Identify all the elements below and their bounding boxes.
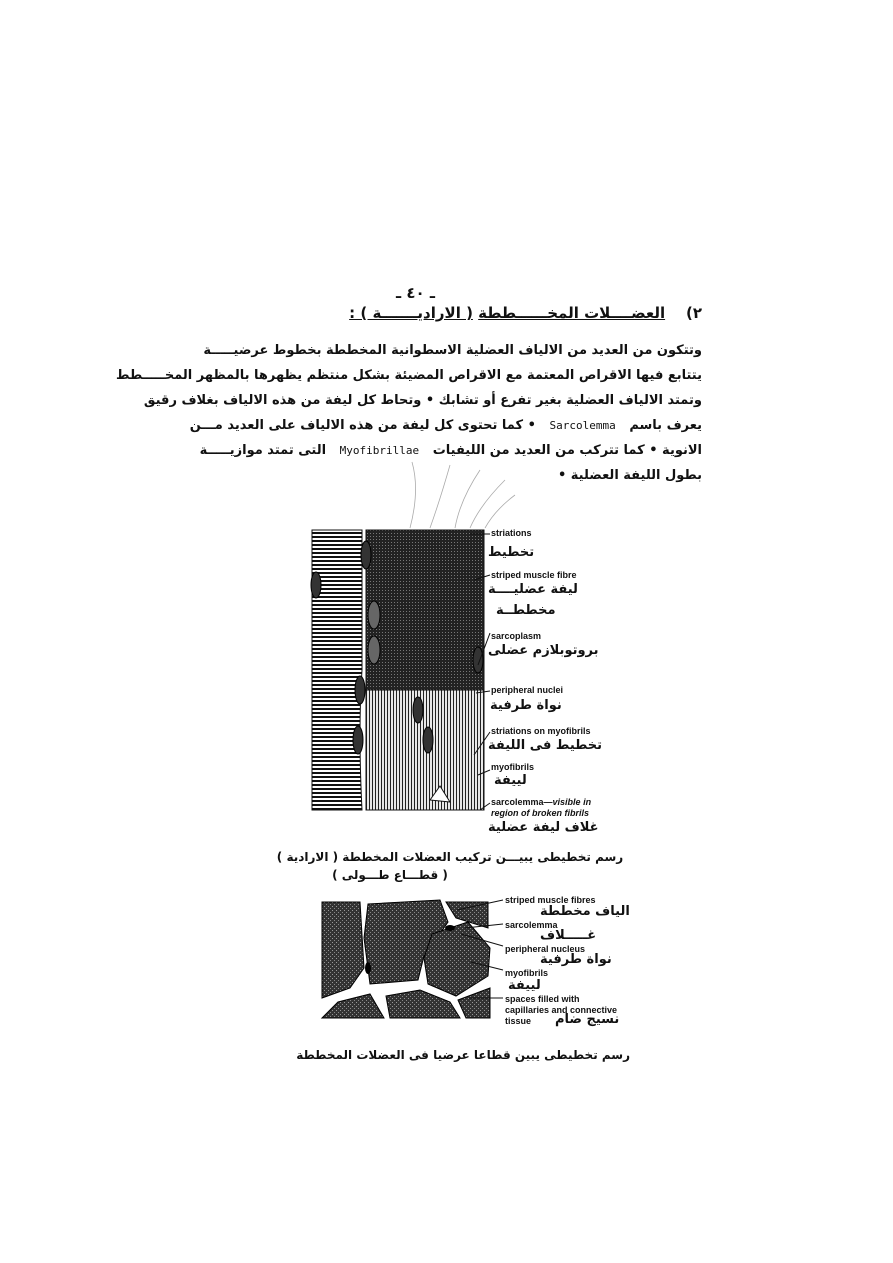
label-sarcolemma <box>491 797 591 807</box>
term-sarcolemma: Sarcolemma <box>549 419 616 432</box>
section-number: ٢) <box>685 304 702 322</box>
fibril-wisps <box>400 460 520 530</box>
label-sarcoplasm: sarcoplasm <box>491 631 542 641</box>
label-myofibrils-ar: لييفة <box>494 773 527 788</box>
label-sarcoplasm-ar: بروتوبلازم عضلى <box>488 643 599 658</box>
label-sarcolemma-text: sarcolemma— <box>491 797 553 807</box>
page-number: ـ ٤٠ ـ <box>396 284 436 302</box>
label-striations-on-myofibrils-ar: تخطيط فى الليفة <box>488 738 603 753</box>
label-striped-muscle-fibres-ar: الياف مخططة <box>540 904 630 919</box>
section-subtitle: ( الاراديـــــــة ) : <box>349 304 473 322</box>
label-striations-on-myofibrils: striations on myofibrils <box>491 726 591 736</box>
label-broken-fibrils-text: region of broken fibrils <box>491 808 590 818</box>
paragraph-text: التى تمتد موازيـــــة <box>199 443 327 458</box>
label-peripheral-nuclei-ar: نواة طرفية <box>490 698 562 713</box>
paragraph-text: الانوية • كما تتركب من العديد من الليفيات <box>432 443 702 458</box>
label-myofibrils: myofibrils <box>491 762 535 772</box>
figure1-leader-lines <box>470 525 492 815</box>
label-striations: striations <box>491 528 532 538</box>
label-sarcolemma-ar: غلاف ليفة عضلية <box>488 820 599 835</box>
label-spaces-3: tissue <box>505 1016 532 1026</box>
label-striped-muscle-fibres: striped muscle fibres <box>505 895 596 905</box>
label-striped-fibre-ar2: مخططــة <box>496 603 556 618</box>
label-sarcolemma-2-ar: غـــــلاف <box>540 928 597 943</box>
label-sarcolemma-note: visible in <box>552 797 592 807</box>
label-myofibrils-2: myofibrils <box>505 968 549 978</box>
paragraph-line: يتتابع فيها الاقراص المعتمة مع الاقراص المضيئة بشكل منتظم يظهرها بالمظهر المخـــــطط <box>116 368 702 383</box>
label-broken-fibrils <box>491 808 589 818</box>
label-spaces-2: capillaries and connective <box>505 1005 618 1015</box>
label-peripheral-nucleus-ar: نواة طرفية <box>540 952 612 967</box>
label-peripheral-nucleus: peripheral nucleus <box>505 944 586 954</box>
label-striations-ar: تخطيط <box>488 545 535 560</box>
figure2-leader-lines <box>455 898 505 1023</box>
figure1-caption: رسم تخطيطى يبيـــن تركيب العضلات المخططة ( الارادية ) <box>276 850 624 864</box>
label-myofibrils-2-ar: لييفة <box>508 978 541 993</box>
paragraph-line <box>190 413 702 438</box>
paragraph-text: • كما تحتوى كل ليفة من هذه الالياف على العديد مـــن <box>189 418 536 433</box>
section-heading <box>310 304 702 322</box>
paragraph-line: وتمتد الالياف العضلية بغير تفرع أو تشابك • وتحاط كل ليفة من هذه الالياف بغلاف رقيق <box>143 393 702 408</box>
term-myofibrillae: Myofibrillae <box>339 444 420 457</box>
figure2-caption: رسم تخطيطى يبين قطاعا عرضيا فى العضلات المخططة <box>296 1048 630 1062</box>
section-title: العضــــلات المخــــــططة <box>478 304 666 322</box>
label-spaces-ar: نسيج ضام <box>555 1012 620 1027</box>
paragraph-line: بطول الليفة العضلية • <box>557 468 702 483</box>
paragraph-line: وتتكون من العديد من الالياف العضلية الاسطوانية المخططة بخطوط عرضيـــــة <box>203 343 702 358</box>
label-spaces-1: spaces filled with <box>505 994 580 1004</box>
label-sarcolemma-2: sarcolemma <box>505 920 558 930</box>
label-peripheral-nuclei: peripheral nuclei <box>491 685 564 695</box>
paragraph-text: يعرف باسم <box>629 418 702 433</box>
figure1-subcaption: ( قطـــاع طـــولى ) <box>332 868 448 882</box>
label-striped-fibre-ar1: ليفة عضليــــة <box>488 582 578 597</box>
label-striped-muscle-fibre: striped muscle fibre <box>491 570 577 580</box>
